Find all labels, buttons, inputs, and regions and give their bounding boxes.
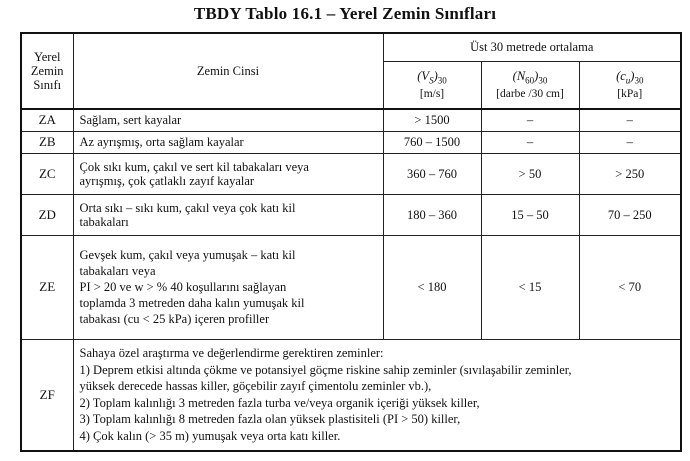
header-cu-sub: u (625, 75, 631, 85)
header-cu-cell (579, 61, 681, 109)
header-vs-sub2: 30 (437, 75, 447, 85)
header-average-cell: Üst 30 metrede ortalama (383, 33, 681, 61)
header-n60-symbol: (N (512, 68, 526, 83)
vs-value: 760 – 1500 (383, 131, 481, 153)
table-row (21, 109, 681, 131)
soil-description (73, 235, 383, 339)
description-line: tabakaları veya (79, 264, 156, 278)
description-line: Orta sıkı – sıkı kum, çakıl veya çok katı kil (79, 200, 296, 215)
zf-line: 1) Deprem etkisi altında çökme ve potansiyel göçme riskine sahip zeminler (sıvılaşabilir zeminler, (79, 362, 572, 377)
vs-value: 360 – 760 (383, 153, 481, 194)
header-n60-sub: 60 (525, 75, 535, 85)
description-line: Çok sıkı kum, çakıl ve sert kil tabakaları veya (79, 159, 309, 174)
header-n60-sub2: 30 (538, 75, 548, 85)
table-title: TBDY Tablo 16.1 – Yerel Zemin Sınıfları (193, 4, 497, 23)
zf-line: 3) Toplam kalınlığı 8 metreden fazla olan yüksek plastisiteli (PI > 50) killer, (79, 412, 461, 427)
soil-description: Az ayrışmış, orta sağlam kayalar (73, 131, 383, 153)
cu-value: 70 – 250 (579, 194, 681, 235)
soil-description (73, 153, 383, 194)
header-vs-sub: S (429, 75, 434, 85)
soil-class-code: ZA (21, 109, 73, 131)
cu-value: – (579, 109, 681, 131)
header-class-line: Sınıfı (33, 78, 62, 92)
header-n60-tail: ) (534, 68, 539, 83)
header-cu-tail: ) (630, 68, 635, 83)
soil-class-code: ZC (21, 153, 73, 194)
cu-value: > 250 (579, 153, 681, 194)
zf-line: Sahaya özel araştırma ve değerlendirme gerektiren zeminler: (79, 346, 384, 361)
header-vs-cell (383, 61, 481, 109)
cu-value: < 70 (579, 235, 681, 339)
table-row (21, 194, 681, 235)
description-line: tabakaları (79, 214, 129, 229)
soil-class-code: ZD (21, 194, 73, 235)
soil-class-code: ZB (21, 131, 73, 153)
header-cu-unit: [kPa] (617, 88, 643, 100)
description-line: PI > 20 ve w > % 40 koşullarını sağlayan (79, 280, 287, 294)
header-cu-sub2: 30 (634, 75, 644, 85)
header-vs-unit: [m/s] (419, 88, 445, 100)
header-soil-cell: Zemin Cinsi (73, 33, 383, 109)
vs-value: 180 – 360 (383, 194, 481, 235)
zf-line: yüksek derecede hassas killer, göçebilir zayıf çimentolu zeminler vb.), (79, 379, 432, 394)
zf-line: 4) Çok kalın (> 35 m) yumuşak veya orta katı killer. (79, 428, 341, 443)
n60-value: – (481, 131, 579, 153)
n60-value: < 15 (481, 235, 579, 339)
soil-class-code: ZF (21, 339, 73, 451)
header-class-cell (21, 33, 73, 109)
header-n60-cell (481, 61, 579, 109)
cu-value: – (579, 131, 681, 153)
description-line: tabakası (cu < 25 kPa) içeren profiller (79, 312, 270, 326)
vs-value: > 1500 (383, 109, 481, 131)
table-row (21, 339, 681, 451)
header-class-line: Zemin (30, 64, 64, 78)
table-row (21, 235, 681, 339)
n60-value: > 50 (481, 153, 579, 194)
header-class-line: Yerel (33, 50, 61, 64)
soil-description (73, 194, 383, 235)
soil-description: Sağlam, sert kayalar (73, 109, 383, 131)
n60-value: 15 – 50 (481, 194, 579, 235)
table-row (21, 153, 681, 194)
soil-class-table (20, 32, 682, 452)
header-vs-tail: ) (433, 68, 438, 83)
zf-description (73, 339, 681, 451)
description-line: ayrışmış, çok çatlaklı zayıf kayalar (79, 173, 255, 188)
table-row (21, 131, 681, 153)
header-cu-symbol: (c (616, 68, 626, 83)
zf-line: 2) Toplam kalınlığı 3 metreden fazla turba ve/veya organik içeriği yüksek killer, (79, 395, 480, 410)
n60-value: – (481, 109, 579, 131)
soil-class-code: ZE (21, 235, 73, 339)
header-n60-unit: [darbe /30 cm] (496, 88, 564, 100)
description-line: toplamda 3 metreden daha kalın yumuşak kil (79, 296, 305, 310)
header-vs-symbol: (V (417, 68, 430, 83)
vs-value: < 180 (383, 235, 481, 339)
description-line: Gevşek kum, çakıl veya yumuşak – katı kil (79, 248, 296, 262)
